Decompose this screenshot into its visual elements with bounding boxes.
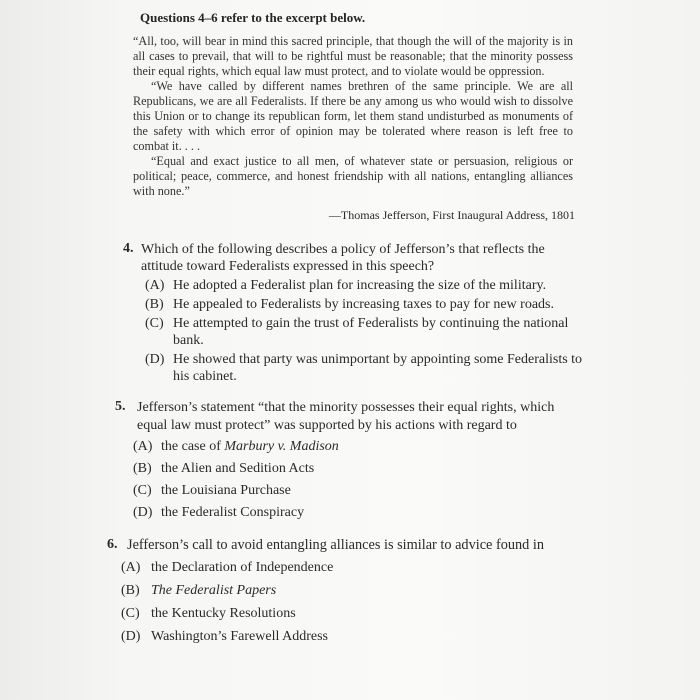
question-number: 6. <box>107 537 118 552</box>
option-label: (A) <box>133 439 153 454</box>
option-a[interactable] <box>121 559 587 576</box>
option-text: the Louisiana Purchase <box>161 483 291 498</box>
question-set <box>107 10 585 645</box>
option-text: He attempted to gain the trust of Federalists by continuing the national bank. <box>173 316 569 348</box>
question-6 <box>107 537 587 645</box>
question-text: Jefferson’s statement “that the minority possesses their equal rights, which equal law must protect” was supported by his actions with regard to <box>137 400 555 433</box>
option-text: The Federalist Papers <box>151 583 277 598</box>
excerpt-paragraph-1: “All, too, will bear in mind this sacred principle, that though the will of the majority is in all cases to prevail, that will to be rightful must be reasonable; that the minority possess their equal rights, which equal law must protect, and to violate would be oppression. <box>133 34 573 78</box>
excerpt-paragraph-2: “We have called by different names brethren of the same principle. We are all Republicans, we are all Federalists. If there be any among us who would wish to dissolve this Union or to change its republican form, let them stand undisturbed as monuments of the safety with which error of opinion may be tolerated where reason is left free to combat it. . . . <box>133 79 573 153</box>
questions-header: Questions 4–6 refer to the excerpt below. <box>140 10 366 25</box>
option-label: (D) <box>145 352 165 367</box>
option-text: Washington’s Farewell Address <box>151 629 328 644</box>
excerpt-source: —Thomas Jefferson, First Inaugural Address, 1801 <box>328 208 575 222</box>
option-label: (B) <box>121 583 140 598</box>
option-a[interactable]: (A) the case of Marbury v. Madison <box>133 439 339 454</box>
option-label: (B) <box>133 461 152 476</box>
option-a[interactable] <box>145 277 583 294</box>
option-label: (D) <box>121 629 141 644</box>
answer-options <box>121 559 587 645</box>
option-b[interactable] <box>133 460 577 477</box>
option-text: the Kentucky Resolutions <box>151 606 296 621</box>
option-d[interactable] <box>145 351 583 385</box>
option-label: (C) <box>133 483 152 498</box>
option-c[interactable] <box>133 482 577 499</box>
answer-options <box>133 438 577 521</box>
option-label: (A) <box>145 278 165 293</box>
option-text: He appealed to Federalists by increasing taxes to pay for new roads. <box>173 297 554 312</box>
option-label: (B) <box>145 297 164 312</box>
option-text: the Federalist Conspiracy <box>161 505 305 520</box>
option-label: (C) <box>145 316 164 331</box>
question-number: 5. <box>115 399 126 414</box>
option-label: (D) <box>133 505 153 520</box>
option-text: He showed that party was unimportant by appointing some Federalists to his cabinet. <box>173 352 583 384</box>
question-text: Jefferson’s call to avoid entangling alliances is similar to advice found in <box>127 537 545 553</box>
excerpt-paragraph-3: “Equal and exact justice to all men, of whatever state or persuasion, religious or political; peace, commerce, and honest friendship with all nations, entangling alliances with none.” <box>133 154 573 198</box>
excerpt <box>133 34 573 199</box>
option-d[interactable] <box>133 504 577 521</box>
option-text: He adopted a Federalist plan for increasing the size of the military. <box>173 278 547 293</box>
option-d[interactable] <box>121 628 587 645</box>
question-text: Which of the following describes a policy of Jefferson’s that reflects the attitude toward Federalists expressed in this speech? <box>141 242 545 274</box>
option-c[interactable] <box>121 605 587 622</box>
option-c[interactable] <box>145 315 583 349</box>
question-4 <box>123 241 583 385</box>
option-label: (C) <box>121 606 140 621</box>
answer-options <box>145 277 583 385</box>
option-text: the Declaration of Independence <box>151 560 334 575</box>
option-text: the Alien and Sedition Acts <box>161 461 315 476</box>
option-b[interactable] <box>145 296 583 313</box>
option-b[interactable] <box>121 582 587 599</box>
question-number: 4. <box>123 241 134 256</box>
case-name: Marbury v. Madison <box>224 439 339 454</box>
option-label: (A) <box>121 560 141 575</box>
question-5 <box>115 399 577 521</box>
